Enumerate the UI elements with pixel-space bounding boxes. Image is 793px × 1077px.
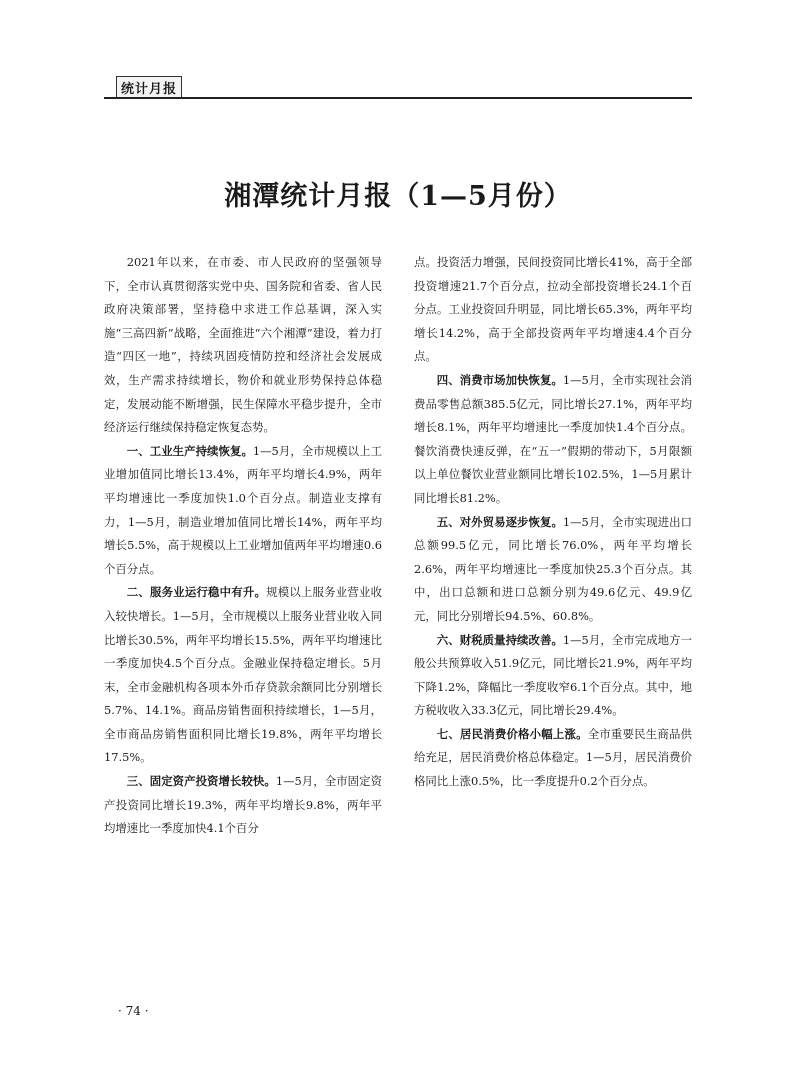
section-paragraph xyxy=(414,723,692,794)
section-heading: 七、居民消费价格小幅上涨。 xyxy=(436,726,588,741)
section-body: 1—5月，全市完成地方一般公共预算收入51.9亿元，同比增长21.9%，两年平均下降1.2%，降幅比一季度收窄6.1个百分点。其中，地方税收收入33.3亿元，同比增长29.4%。 xyxy=(414,632,692,718)
section-heading: 一、工业生产持续恢复。 xyxy=(126,443,253,458)
intro-paragraph: 2021年以来，在市委、市人民政府的坚强领导下，全市认真贯彻落实党中央、国务院和省委、省人民政府决策部署，坚持稳中求进工作总基调，深入实施“三高四新”战略，全面推进“六个湘潭”建设，着力打造“四区一地”，持续巩固疫情防控和经济社会发展成效，生产需求持续增长，物价和就业形势保持总体稳定，发展动能不断增强，民生保障水平稳步提升，全市经济运行继续保持稳定恢复态势。 xyxy=(104,255,382,435)
section-body: 1—5月，全市实现进出口总额99.5亿元，同比增长76.0%，两年平均增长2.6%，两年平均增速比一季度加快25.3个百分点。其中，出口总额和进口总额分别为49.6亿元、49.9亿元，同比分别增长94.5%、60.8%。 xyxy=(414,514,692,623)
section-paragraph xyxy=(104,581,382,770)
section-paragraph xyxy=(104,440,382,582)
section-continuation: 点。投资活力增强，民间投资同比增长41%，高于全部投资增速21.7个百分点，拉动全部投资增长24.1个百分点。工业投资回升明显，同比增长65.3%，两年平均增长14.2%，高于全部投资两年平均增速4.4个百分点。 xyxy=(414,255,692,364)
section-heading: 二、服务业运行稳中有升。 xyxy=(126,585,267,600)
section-paragraph xyxy=(104,770,382,841)
section-body: 全市重要民生商品供给充足，居民消费价格总体稳定。1—5月，居民消费价格同比上涨0.5%，比一季度提升0.2个百分点。 xyxy=(414,726,692,789)
left-column xyxy=(104,251,382,841)
section-heading: 五、对外贸易逐步恢复。 xyxy=(436,514,563,529)
section-body: 1—5月，全市实现社会消费品零售总额385.5亿元，同比增长27.1%，两年平均增长8.1%，两年平均增速比一季度加快1.4个百分点。餐饮消费快速反弹，在“五一”假期的带动下，5月限额以上单位餐饮业营业额同比增长102.5%，1—5月累计同比增长81.2%。 xyxy=(414,372,692,505)
section-paragraph xyxy=(414,511,692,629)
section-heading: 三、固定资产投资增长较快。 xyxy=(126,774,276,789)
section-body: 1—5月，全市固定资产投资同比增长19.3%，两年平均增长9.8%，两年平均增速比一季度加快4.1个百分 xyxy=(104,774,382,836)
section-tag: 统计月报 xyxy=(116,76,182,99)
section-paragraph xyxy=(414,369,692,511)
article-title: 湘潭统计月报（1—5月份） xyxy=(224,181,572,212)
section-body: 1—5月，全市规模以上工业增加值同比增长13.4%，两年平均增长4.9%，两年平均增速比一季度加快1.0个百分点。制造业支撑有力，1—5月，制造业增加值同比增长14%，两年平均增长5.5%，高于规模以上工业增加值两年平均增速0.6个百分点。 xyxy=(104,443,382,576)
right-column xyxy=(414,251,692,794)
section-heading: 四、消费市场加快恢复。 xyxy=(436,372,563,387)
section-paragraph xyxy=(414,629,692,723)
header-rule xyxy=(104,97,692,99)
page-number: · 74 · xyxy=(118,1004,149,1018)
section-heading: 六、财税质量持续改善。 xyxy=(436,632,563,647)
section-body: 规模以上服务业营业收入较快增长。1—5月，全市规模以上服务业营业收入同比增长30.5%，两年平均增长15.5%，两年平均增速比一季度加快4.5个百分点。金融业保持稳定增长。5月末，全市金融机构各项本外币存贷款余额同比分别增长5.7%、14.1%。商品房销售面积持续增长，1—5月，全市商品房销售面积同比增长19.8%，两年平均增长17.5%。 xyxy=(104,585,382,765)
